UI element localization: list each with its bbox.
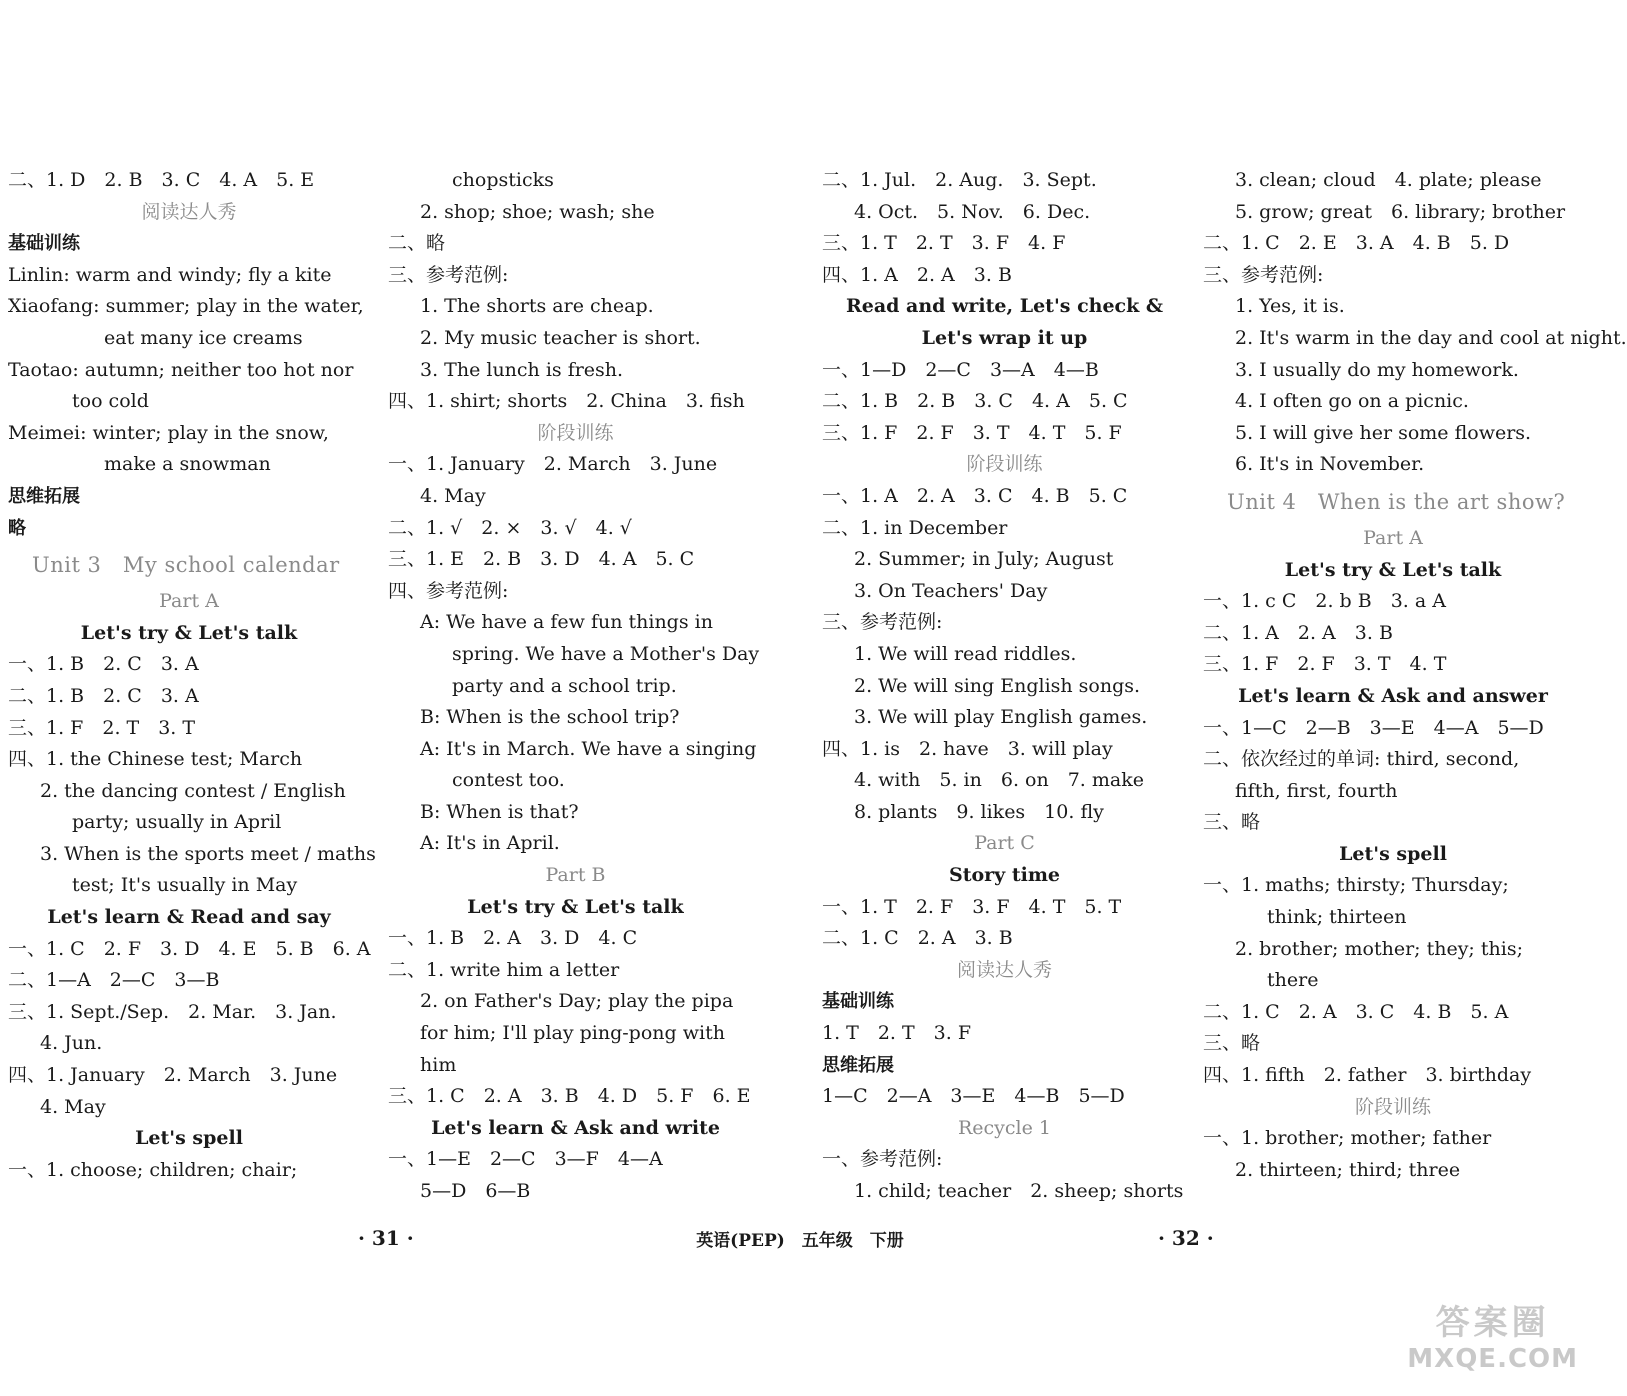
answer-line: 一、1. B 2. C 3. A: [8, 653, 199, 676]
answer-line: think; thirteen: [1267, 906, 1407, 929]
answer-line: 5. I will give her some flowers.: [1235, 421, 1532, 444]
watermark-logo: [1407, 1295, 1578, 1374]
answer-line: Read and write, Let's check &: [845, 295, 1164, 318]
answer-line: 一、1. maths; thirsty; Thursday;: [1203, 874, 1509, 897]
answer-line: 2. shop; shoe; wash; she: [420, 200, 655, 223]
answer-line: Let's try & Let's talk: [467, 895, 684, 918]
answer-line: for him; I'll play ping-pong with: [420, 1022, 725, 1045]
answer-line: 1. child; teacher 2. sheep; shorts: [854, 1180, 1184, 1202]
answer-line: 基础训练: [8, 233, 80, 255]
answer-line: 4. Jun.: [40, 1032, 103, 1055]
answer-line: 一、1. brother; mother; father: [1203, 1127, 1492, 1150]
answer-line: 8. plants 9. likes 10. fly: [854, 800, 1104, 823]
answer-line: A: It's in March. We have a singing: [420, 737, 757, 760]
answer-line: 1. Yes, it is.: [1235, 295, 1345, 318]
answer-line: 4. with 5. in 6. on 7. make: [854, 769, 1144, 792]
answer-line: Part C: [974, 832, 1035, 855]
answer-line: Unit 4 When is the art show?: [1227, 489, 1566, 514]
answer-line: 二、1. in December: [822, 516, 1008, 539]
answer-line: 三、1. T 2. T 3. F 4. F: [822, 232, 1066, 255]
answer-line: 三、参考范例:: [822, 611, 943, 634]
answer-line: Let's try & Let's talk: [1284, 558, 1502, 581]
answer-line: 阶段训练: [1354, 1095, 1431, 1118]
answer-line: 2. It's warm in the day and cool at night.: [1235, 326, 1627, 349]
answer-line: 二、1. C 2. E 3. A 4. B 5. D: [1203, 232, 1510, 255]
answer-line: 4. May: [40, 1095, 106, 1118]
answer-line: Let's learn & Ask and write: [431, 1116, 720, 1139]
answer-line: 一、1. A 2. A 3. C 4. B 5. C: [822, 484, 1128, 507]
answer-line: 三、参考范例:: [1203, 263, 1324, 286]
answer-line: 5—D 6—B: [420, 1180, 531, 1202]
answer-line: 三、1. E 2. B 3. D 4. A 5. C: [388, 548, 695, 571]
answer-line: Unit 3 My school calendar: [32, 553, 340, 578]
answer-line: too cold: [72, 390, 149, 413]
answer-line: 6. It's in November.: [1235, 453, 1425, 476]
column-2: [388, 165, 763, 1208]
answer-line: 三、参考范例:: [388, 263, 509, 286]
answer-line: 4. May: [420, 484, 486, 507]
answer-line: 阅读达人秀: [141, 200, 237, 223]
answer-line: 一、1—D 2—C 3—A 4—B: [822, 358, 1099, 381]
answer-line: 二、1. Jul. 2. Aug. 3. Sept.: [822, 169, 1097, 191]
answer-line: 一、1. C 2. F 3. D 4. E 5. B 6. A: [8, 937, 371, 960]
answer-line: 阶段训练: [966, 453, 1043, 476]
column-1: [8, 165, 376, 1186]
answer-line: 思维拓展: [822, 1054, 894, 1076]
answer-line: A: We have a few fun things in: [420, 611, 713, 634]
answer-line: 二、略: [388, 232, 446, 255]
answer-line: Let's spell: [135, 1127, 243, 1150]
answer-line: make a snowman: [104, 453, 271, 476]
answer-line: party; usually in April: [72, 811, 282, 834]
answer-line: 略: [8, 517, 26, 539]
answer-line: 1. We will read riddles.: [854, 642, 1077, 665]
answer-line: 3. I usually do my homework.: [1235, 358, 1519, 381]
column-4: [1203, 165, 1627, 1186]
answer-line: chopsticks: [452, 169, 554, 191]
answer-line: Taotao: autumn; neither too hot nor: [8, 358, 354, 381]
answer-line: 二、依次经过的单词: third, second,: [1203, 748, 1520, 771]
answer-line: 3. We will play English games.: [854, 706, 1148, 729]
answer-line: 2. the dancing contest / English: [40, 779, 346, 802]
answer-line: contest too.: [452, 769, 565, 792]
answer-line: 四、1. the Chinese test; March: [8, 748, 303, 771]
answer-line: 2. Summer; in July; August: [854, 548, 1114, 571]
answer-line: 四、1. A 2. A 3. B: [822, 263, 1012, 286]
answer-line: Part A: [159, 590, 219, 613]
answer-line: 二、1. √ 2. × 3. √ 4. √: [388, 516, 632, 539]
answer-line: eat many ice creams: [104, 326, 303, 349]
answer-line: Meimei: winter; play in the snow,: [8, 421, 329, 444]
watermark-url: MXQE.COM: [1407, 1344, 1578, 1374]
answer-line: test; It's usually in May: [72, 874, 298, 897]
answer-line: 二、1. B 2. C 3. A: [8, 684, 199, 707]
answer-line: 四、1. is 2. have 3. will play: [822, 737, 1113, 760]
answer-line: 三、1. F 2. F 3. T 4. T 5. F: [822, 421, 1122, 444]
page-number-left: · 31 ·: [358, 1226, 414, 1250]
answer-line: 四、1. fifth 2. father 3. birthday: [1203, 1064, 1532, 1087]
answer-line: 三、1. C 2. A 3. B 4. D 5. F 6. E: [388, 1085, 751, 1108]
answer-line: 二、1. C 2. A 3. B: [822, 927, 1013, 950]
answer-line: 三、略: [1203, 1032, 1261, 1055]
answer-line: 三、1. F 2. T 3. T: [8, 716, 196, 739]
answer-line: 二、1—A 2—C 3—B: [8, 969, 220, 992]
book-title: 英语(PEP) 五年级 下册: [696, 1231, 904, 1251]
answer-line: 三、1. F 2. F 3. T 4. T: [1203, 653, 1447, 676]
answer-line: 1. T 2. T 3. F: [822, 1022, 972, 1045]
answer-line: 2. on Father's Day; play the pipa: [420, 990, 734, 1013]
answer-line: 3. clean; cloud 4. plate; please: [1235, 169, 1542, 191]
answer-line: 阅读达人秀: [956, 958, 1052, 981]
answer-line: 4. Oct. 5. Nov. 6. Dec.: [854, 200, 1091, 223]
answer-line: 一、1. B 2. A 3. D 4. C: [388, 927, 638, 950]
column-3: [822, 165, 1187, 1208]
answer-line: 一、1. January 2. March 3. June: [388, 453, 718, 476]
answer-line: Let's wrap it up: [921, 326, 1088, 349]
answer-line: 三、1. Sept./Sep. 2. Mar. 3. Jan.: [8, 1000, 337, 1023]
answer-line: Story time: [948, 864, 1061, 887]
answer-line: 思维拓展: [8, 485, 80, 507]
answer-line: there: [1267, 969, 1319, 992]
answer-line: 四、参考范例:: [388, 579, 509, 602]
answer-line: 三、略: [1203, 811, 1261, 834]
answer-line: spring. We have a Mother's Day: [452, 642, 760, 665]
answer-line: 2. thirteen; third; three: [1235, 1158, 1461, 1181]
answer-line: Let's try & Let's talk: [80, 621, 298, 644]
answer-line: 3. On Teachers' Day: [854, 579, 1048, 602]
answer-line: 一、1—E 2—C 3—F 4—A: [388, 1148, 663, 1171]
answer-line: 阶段训练: [537, 421, 614, 444]
answer-line: him: [420, 1053, 457, 1076]
answer-line: 二、1. write him a letter: [388, 958, 620, 981]
answer-line: 一、1. T 2. F 3. F 4. T 5. T: [822, 895, 1122, 918]
answer-line: party and a school trip.: [452, 674, 677, 697]
answer-line: B: When is the school trip?: [420, 706, 680, 729]
answer-line: 2. brother; mother; they; this;: [1235, 937, 1523, 960]
answer-line: Let's spell: [1339, 842, 1447, 865]
answer-line: 2. We will sing English songs.: [854, 674, 1141, 697]
answer-line: Let's learn & Ask and answer: [1238, 684, 1548, 707]
answer-line: 5. grow; great 6. library; brother: [1235, 200, 1566, 223]
answer-line: 二、1. D 2. B 3. C 4. A 5. E: [8, 169, 315, 191]
answer-line: 1—C 2—A 3—E 4—B 5—D: [822, 1085, 1125, 1108]
answer-line: A: It's in April.: [420, 832, 560, 855]
answer-line: 二、1. A 2. A 3. B: [1203, 621, 1393, 644]
answer-line: Xiaofang: summer; play in the water,: [8, 295, 364, 318]
answer-line: Recycle 1: [957, 1116, 1051, 1139]
answer-line: 一、1. choose; children; chair;: [8, 1158, 298, 1181]
answer-line: 二、1. B 2. B 3. C 4. A 5. C: [822, 390, 1128, 413]
watermark-text: 答案圈: [1435, 1303, 1550, 1343]
answer-line: Let's learn & Read and say: [47, 906, 331, 929]
answer-line: 一、参考范例:: [822, 1148, 943, 1171]
answer-line: 4. I often go on a picnic.: [1235, 390, 1469, 413]
answer-line: Part B: [545, 864, 606, 887]
answer-line: 四、1. shirt; shorts 2. China 3. fish: [388, 390, 745, 413]
answer-line: 1. The shorts are cheap.: [420, 295, 654, 318]
answer-line: 一、1—C 2—B 3—E 4—A 5—D: [1203, 716, 1544, 739]
answer-line: 二、1. C 2. A 3. C 4. B 5. A: [1203, 1000, 1509, 1023]
answer-line: Part A: [1363, 526, 1423, 549]
answer-line: B: When is that?: [420, 800, 579, 823]
answer-line: 3. The lunch is fresh.: [420, 358, 624, 381]
page-number-right: · 32 ·: [1158, 1226, 1214, 1250]
answer-line: 四、1. January 2. March 3. June: [8, 1064, 338, 1087]
answer-line: 一、1. c C 2. b B 3. a A: [1203, 590, 1446, 613]
answer-line: 2. My music teacher is short.: [420, 326, 701, 349]
answer-line: 基础训练: [822, 991, 894, 1013]
answer-line: 3. When is the sports meet / maths: [40, 842, 376, 865]
answer-line: Linlin: warm and windy; fly a kite: [8, 263, 332, 286]
answer-line: fifth, first, fourth: [1235, 779, 1398, 802]
